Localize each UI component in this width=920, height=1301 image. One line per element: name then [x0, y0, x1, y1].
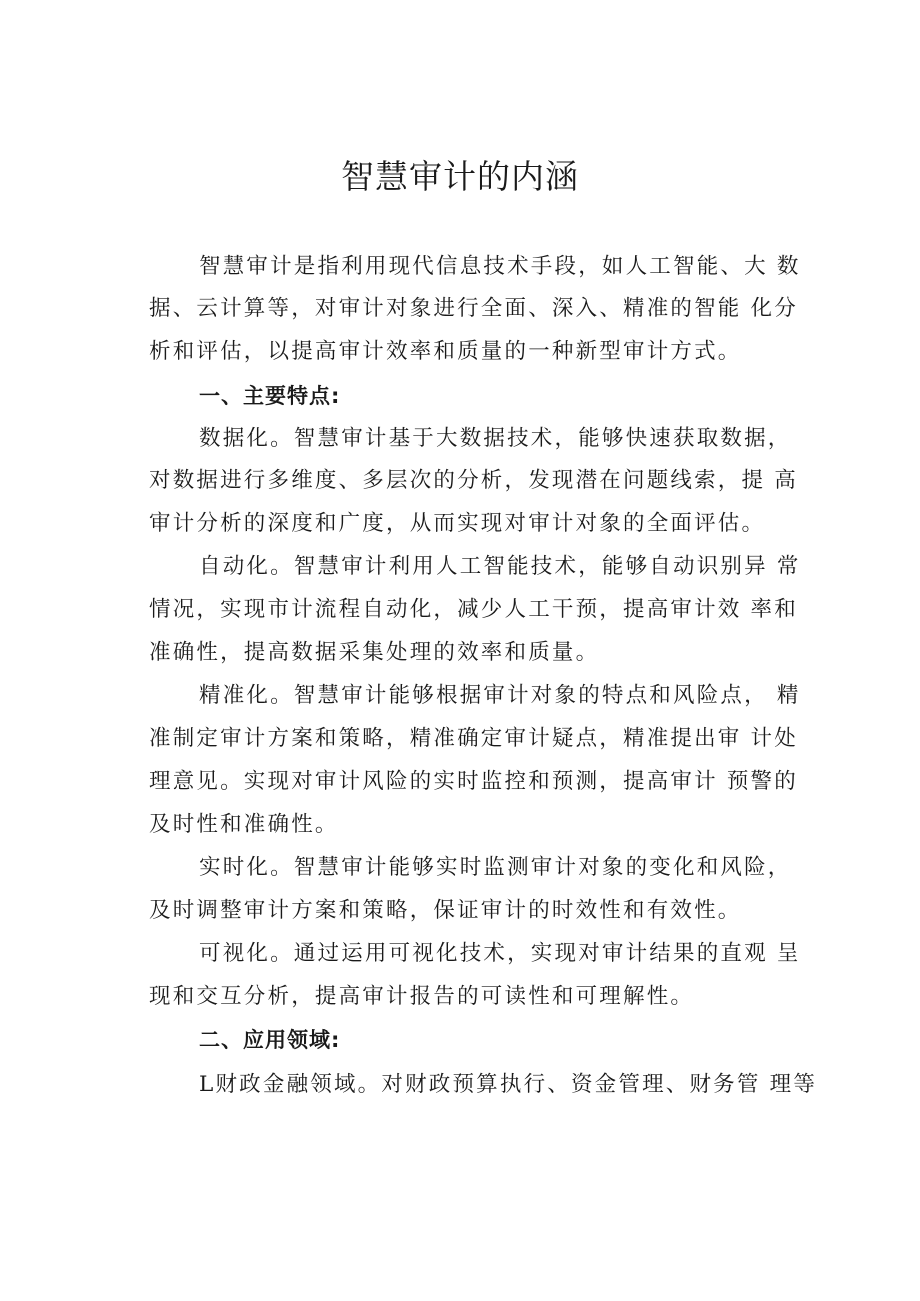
- paragraph-realtime-line-1: 实时化。智慧审计能够实时监测审计对象的变化和风险，: [199, 855, 792, 880]
- intro-line-2: 据、云计算等，对审计对象进行全面、深入、精准的智能 化分: [149, 296, 798, 321]
- intro-line-3: 析和评估，以提高审计效率和质量的一种新型审计方式。: [149, 339, 742, 364]
- section-heading-features: 一、主要特点:: [199, 384, 341, 408]
- paragraph-auto-line-2: 情况，实现市计流程自动化，减少人工干预，提高审计效 率和: [149, 597, 798, 622]
- paragraph-auto-line-3: 准确性，提高数据采集处理的效率和质量。: [149, 640, 600, 665]
- paragraph-visual-line-1: 可视化。通过运用可视化技术，实现对审计结果的直观 呈: [199, 941, 801, 966]
- intro-line-1: 智慧审计是指利用现代信息技术手段，如人工智能、大 数: [199, 254, 801, 279]
- paragraph-data-line-2: 对数据进行多维度、多层次的分析，发现潜在问题线索，提 高: [149, 468, 798, 493]
- paragraph-precise-line-2: 准制定审计方案和策略，精准确定审计疑点，精准提出审 计处: [149, 726, 798, 751]
- paragraph-precise-line-3: 理意见。实现对审计风险的实时监控和预测，提高审计 预警的: [149, 769, 798, 794]
- section-heading-applications: 二、应用领域:: [199, 1028, 341, 1052]
- paragraph-data-line-3: 审计分析的深度和广度，从而实现对审计对象的全面评估。: [149, 511, 766, 536]
- paragraph-finance-line-1: L财政金融领域。对财政预算执行、资金管理、财务管 理等: [199, 1072, 818, 1097]
- paragraph-data-line-1: 数据化。智慧审计基于大数据技术，能够快速获取数据，: [199, 426, 792, 451]
- paragraph-auto-line-1: 自动化。智慧审计利用人工智能技术，能够自动识别异 常: [199, 554, 801, 579]
- paragraph-visual-line-2: 现和交互分析，提高审计报告的可读性和可理解性。: [149, 984, 695, 1009]
- paragraph-realtime-line-2: 及时调整审计方案和策略，保证审计的时效性和有效性。: [149, 898, 742, 923]
- document-title: 智慧审计的内涵: [341, 157, 579, 196]
- paragraph-precise-line-1: 精准化。智慧审计能够根据审计对象的特点和风险点， 精: [199, 683, 801, 708]
- paragraph-precise-line-4: 及时性和准确性。: [149, 812, 339, 837]
